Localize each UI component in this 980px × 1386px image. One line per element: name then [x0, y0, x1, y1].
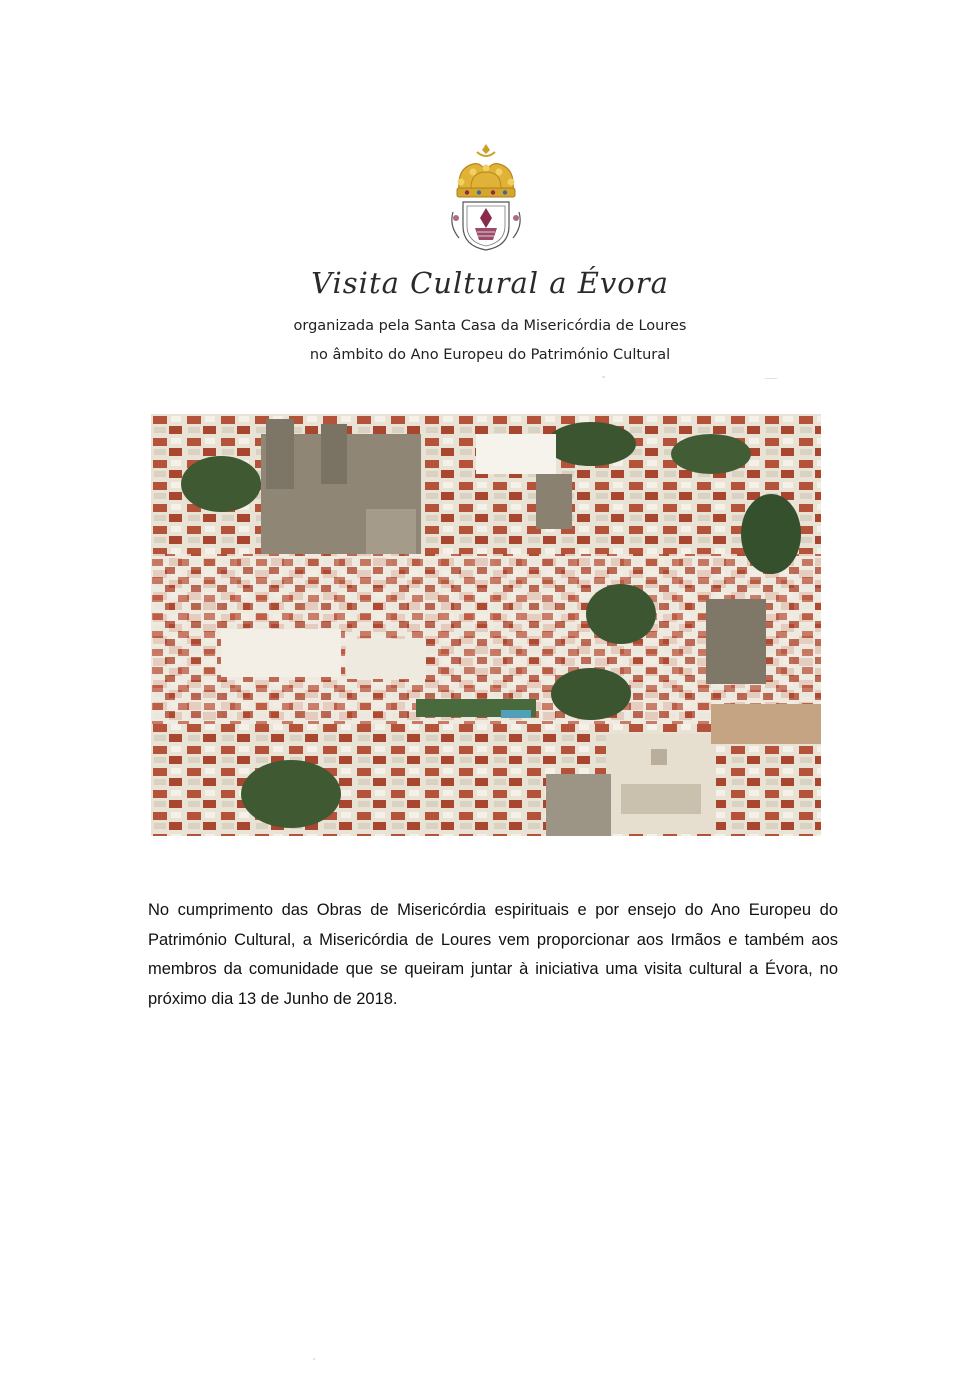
subtitle-context: no âmbito do Ano Europeu do Património Cultural: [309, 347, 671, 363]
subtitle-organizer: organizada pela Santa Casa da Misericórdia de Loures: [293, 318, 687, 334]
document-title: Visita Cultural a Évora: [311, 266, 669, 300]
body-paragraph: No cumprimento das Obras de Misericórdia espirituais e por ensejo do Ano Europeu do Património Cultural, a Misericórdia de Loures vem proporcionar aos Irmãos e também aos membros da comunidade que se queiram juntar à iniciativa uma visita cultural a Évora, no próximo dia 13 de Junho de 2018.: [148, 901, 838, 1008]
coat-of-arms-icon: [447, 142, 525, 254]
evora-aerial-photo: [151, 414, 821, 836]
